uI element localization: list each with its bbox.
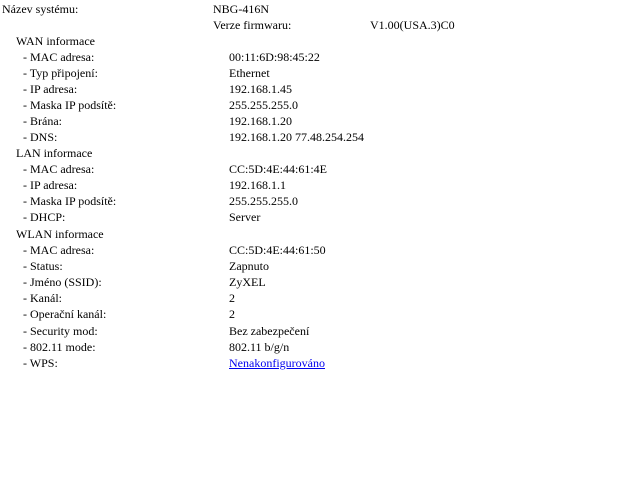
wlan-mac-label: - MAC adresa:: [23, 243, 95, 257]
firmware-value: V1.00(USA.3)C0: [370, 18, 455, 32]
lan-section-title: LAN informace: [16, 146, 93, 160]
wlan-ssid-value: ZyXEL: [229, 275, 266, 289]
wlan-status-row: [0, 258, 625, 274]
wps-config-link[interactable]: Nenakonfigurováno: [229, 356, 325, 370]
lan-subnet-row: [0, 193, 625, 209]
wlan-security-row: [0, 323, 625, 339]
wan-gateway-value: 192.168.1.20: [229, 114, 292, 128]
wan-mac-label: - MAC adresa:: [23, 50, 95, 64]
lan-subnet-label: - Maska IP podsítě:: [23, 194, 117, 208]
wan-dns-label: - DNS:: [23, 130, 58, 144]
wlan-mode-label: - 802.11 mode:: [23, 340, 96, 354]
system-name-value: NBG-416N: [213, 2, 269, 16]
wan-dns-value: 192.168.1.20 77.48.254.254: [229, 130, 364, 144]
wlan-mac-row: [0, 242, 625, 258]
firmware-row: [0, 17, 625, 33]
wan-ip-label: - IP adresa:: [23, 82, 78, 96]
wan-ip-row: [0, 81, 625, 97]
wlan-operating-channel-row: [0, 306, 625, 322]
wlan-channel-row: [0, 290, 625, 306]
wan-section-header: [0, 33, 625, 49]
wlan-section-title: WLAN informace: [16, 227, 104, 241]
system-name-row: [0, 1, 625, 17]
wan-section-title: WAN informace: [16, 34, 95, 48]
wlan-wps-label: - WPS:: [23, 356, 58, 370]
wlan-mode-value: 802.11 b/g/n: [229, 340, 290, 354]
system-name-label: Název systému:: [2, 2, 79, 16]
wan-mac-row: [0, 49, 625, 65]
wlan-channel-label: - Kanál:: [23, 291, 62, 305]
lan-mac-value: CC:5D:4E:44:61:4E: [229, 162, 328, 176]
wlan-wps-row: [0, 355, 625, 371]
lan-mac-row: [0, 161, 625, 177]
wlan-security-value: Bez zabezpečení: [229, 324, 310, 338]
wlan-status-label: - Status:: [23, 259, 63, 273]
lan-dhcp-value: Server: [229, 210, 261, 224]
wlan-mode-row: [0, 339, 625, 355]
wlan-section-header: [0, 226, 625, 242]
wlan-status-value: Zapnuto: [229, 259, 269, 273]
wlan-channel-value: 2: [229, 291, 235, 305]
lan-ip-label: - IP adresa:: [23, 178, 78, 192]
lan-subnet-value: 255.255.255.0: [229, 194, 298, 208]
wlan-security-label: - Security mod:: [23, 324, 98, 338]
firmware-label: Verze firmwaru:: [213, 18, 292, 32]
lan-ip-value: 192.168.1.1: [229, 178, 286, 192]
lan-section-header: [0, 145, 625, 161]
wan-connection-type-row: [0, 65, 625, 81]
wan-gateway-row: [0, 113, 625, 129]
lan-dhcp-label: - DHCP:: [23, 210, 66, 224]
wan-subnet-value: 255.255.255.0: [229, 98, 298, 112]
wlan-operating-channel-value: 2: [229, 307, 235, 321]
wlan-ssid-row: [0, 274, 625, 290]
lan-mac-label: - MAC adresa:: [23, 162, 95, 176]
wan-dns-row: [0, 129, 625, 145]
wan-gateway-label: - Brána:: [23, 114, 62, 128]
wan-connection-type-label: - Typ připojení:: [23, 66, 98, 80]
lan-dhcp-row: [0, 209, 625, 225]
wan-connection-type-value: Ethernet: [229, 66, 270, 80]
lan-ip-row: [0, 177, 625, 193]
wan-subnet-label: - Maska IP podsítě:: [23, 98, 117, 112]
wlan-mac-value: CC:5D:4E:44:61:50: [229, 243, 326, 257]
wan-subnet-row: [0, 97, 625, 113]
wan-mac-value: 00:11:6D:98:45:22: [229, 50, 320, 64]
wan-ip-value: 192.168.1.45: [229, 82, 292, 96]
wlan-ssid-label: - Jméno (SSID):: [23, 275, 102, 289]
wlan-operating-channel-label: - Operační kanál:: [23, 307, 107, 321]
